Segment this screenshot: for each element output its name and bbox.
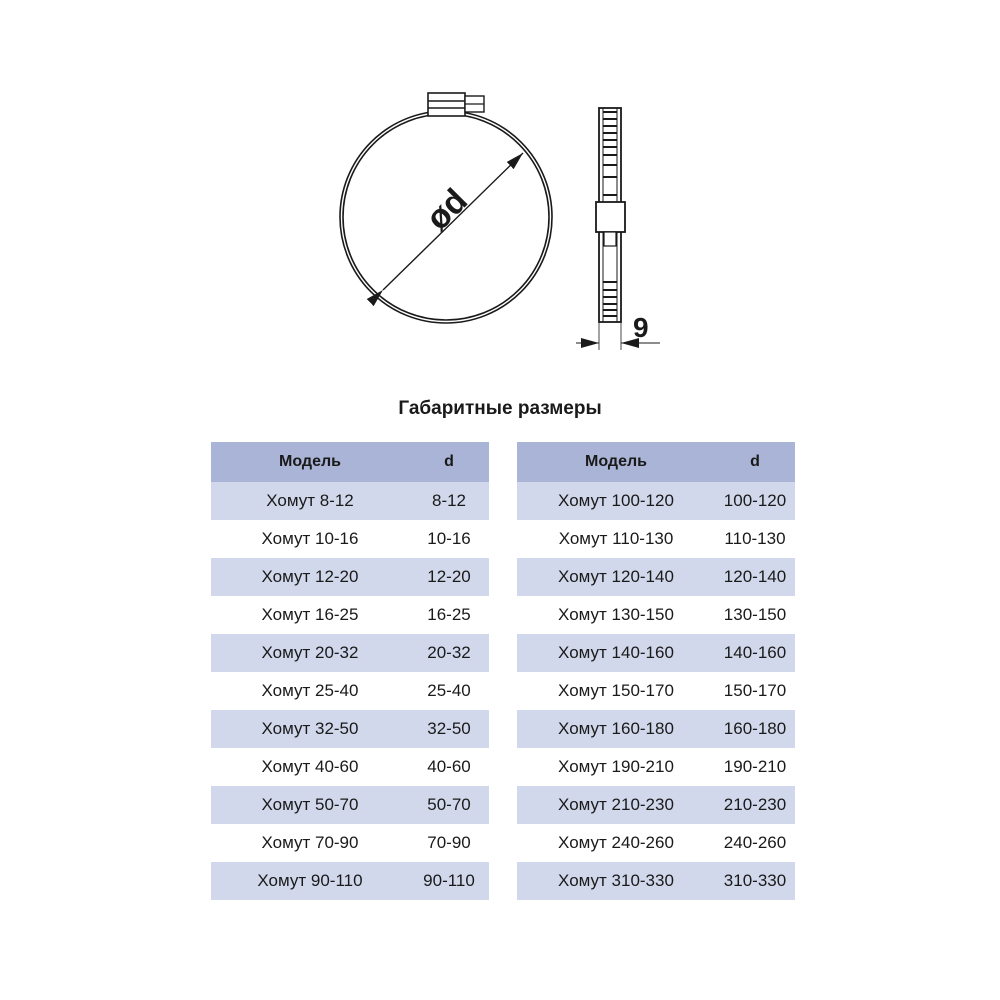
model-cell: Хомут 150-170 (558, 681, 674, 700)
table-row (211, 596, 489, 634)
clamp-side-view (576, 108, 660, 350)
d-cell: 25-40 (427, 681, 471, 700)
d-cell: 310-330 (715, 862, 795, 900)
model-cell: Хомут 190-210 (558, 757, 674, 776)
table-row (211, 710, 489, 748)
model-cell: Хомут 12-20 (211, 558, 409, 596)
model-cell: Хомут 120-140 (517, 558, 715, 596)
d-cell: 100-120 (715, 482, 795, 520)
d-cell: 140-160 (715, 634, 795, 672)
table-row (517, 520, 795, 558)
model-cell: Хомут 50-70 (211, 786, 409, 824)
table-row (517, 596, 795, 634)
table-row (211, 482, 489, 520)
table-row (517, 558, 795, 596)
table-row (517, 710, 795, 748)
model-cell: Хомут 130-150 (558, 605, 674, 624)
model-cell: Хомут 32-50 (211, 710, 409, 748)
section-title: Габаритные размеры (398, 398, 602, 419)
d-cell: 120-140 (715, 558, 795, 596)
column-header-model: Модель (211, 442, 409, 482)
table-row (517, 482, 795, 520)
d-cell: 150-170 (723, 681, 787, 700)
width-label: 9 (633, 312, 649, 343)
column-header-model: Модель (517, 442, 715, 482)
table-row (517, 634, 795, 672)
hose-clamp-drawing (0, 0, 1000, 390)
model-cell: Хомут 100-120 (517, 482, 715, 520)
table-row (517, 748, 795, 786)
sizes-table-right (517, 442, 795, 900)
column-header-d: d (409, 442, 489, 482)
d-cell: 110-130 (724, 529, 786, 548)
table-row (211, 520, 489, 558)
diameter-label: ød (418, 181, 476, 238)
table-row (211, 748, 489, 786)
clamp-front-view (340, 93, 552, 323)
model-cell: Хомут 25-40 (261, 681, 359, 700)
table-row (211, 634, 489, 672)
d-cell: 16-25 (427, 605, 471, 624)
model-cell: Хомут 16-25 (261, 605, 359, 624)
model-cell: Хомут 10-16 (261, 529, 359, 548)
model-cell: Хомут 140-160 (517, 634, 715, 672)
model-cell: Хомут 40-60 (261, 757, 359, 776)
d-cell: 40-60 (427, 757, 471, 776)
d-cell: 20-32 (409, 634, 489, 672)
d-cell: 160-180 (715, 710, 795, 748)
model-cell: Хомут 310-330 (517, 862, 715, 900)
table-row (517, 824, 795, 862)
model-cell: Хомут 20-32 (211, 634, 409, 672)
d-cell: 10-16 (427, 529, 471, 548)
d-cell: 240-260 (723, 833, 787, 852)
d-cell: 8-12 (409, 482, 489, 520)
d-cell: 70-90 (427, 833, 471, 852)
d-cell: 190-210 (723, 757, 787, 776)
d-cell: 210-230 (715, 786, 795, 824)
model-cell: Хомут 210-230 (517, 786, 715, 824)
model-cell: Хомут 70-90 (261, 833, 359, 852)
table-row (211, 786, 489, 824)
sizes-table-left (211, 442, 489, 900)
d-cell: 90-110 (409, 862, 489, 900)
model-cell: Хомут 240-260 (558, 833, 674, 852)
model-cell: Хомут 160-180 (517, 710, 715, 748)
d-cell: 130-150 (723, 605, 787, 624)
d-cell: 12-20 (409, 558, 489, 596)
model-cell: Хомут 8-12 (211, 482, 409, 520)
table-row (517, 672, 795, 710)
table-row (517, 862, 795, 900)
table-row (517, 786, 795, 824)
model-cell: Хомут 90-110 (211, 862, 409, 900)
table-row (211, 824, 489, 862)
table-row (211, 862, 489, 900)
d-cell: 50-70 (409, 786, 489, 824)
model-cell: Хомут 110-130 (558, 529, 674, 548)
table-row (211, 558, 489, 596)
d-cell: 32-50 (409, 710, 489, 748)
column-header-d: d (715, 442, 795, 482)
table-row (211, 672, 489, 710)
